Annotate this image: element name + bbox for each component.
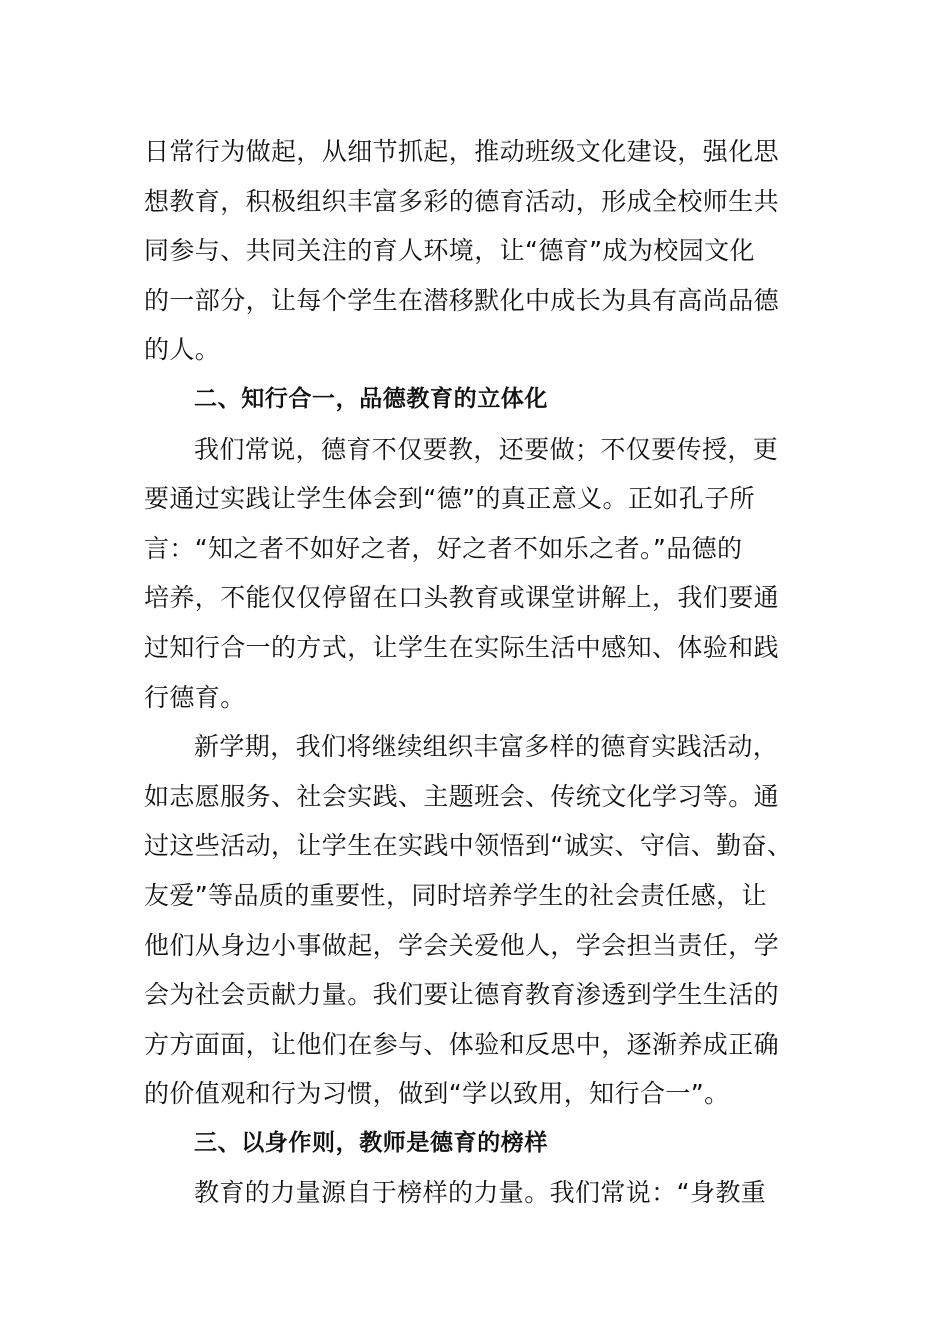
text-line: 行德育。 bbox=[144, 682, 246, 712]
text-line: 想教育，积极组织丰富多彩的德育活动，形成全校师生共 bbox=[144, 186, 780, 216]
text-line: 如志愿服务、社会实践、主题班会、传统文化学习等。通 bbox=[144, 781, 780, 811]
heading-text: 三、以身作则，教师是德育的榜样 bbox=[194, 1129, 548, 1156]
text-line: 友爱”等品质的重要性，同时培养学生的社会责任感，让 bbox=[144, 880, 767, 910]
text-line: 新学期，我们将继续组织丰富多样的德育实践活动， bbox=[194, 732, 779, 762]
text-line: 过知行合一的方式，让学生在实际生活中感知、体验和践 bbox=[144, 632, 780, 662]
text-line: 培养，不能仅仅停留在口头教育或课堂讲解上，我们要通 bbox=[144, 583, 780, 613]
text-line: 他们从身边小事做起，学会关爱他人，学会担当责任，学 bbox=[144, 930, 780, 960]
paragraph bbox=[144, 722, 812, 1119]
text-line: 方方面面，让他们在参与、体验和反思中，逐渐养成正确 bbox=[144, 1029, 780, 1059]
section-heading bbox=[144, 375, 812, 425]
text-line: 日常行为做起，从细节抓起，推动班级文化建设，强化思 bbox=[144, 137, 780, 166]
text-line: 言：“知之者不如好之者，好之者不如乐之者。”品德的 bbox=[144, 533, 743, 563]
heading-text: 二、知行合一，品德教育的立体化 bbox=[194, 385, 548, 412]
text-line: 要通过实践让学生体会到“德”的真正意义。正如孔子所 bbox=[144, 484, 755, 514]
document-page bbox=[144, 127, 812, 1218]
text-line: 教育的力量源自于榜样的力量。我们常说：“身教重 bbox=[194, 1178, 767, 1208]
text-line: 我们常说，德育不仅要教，还要做；不仅要传授，更 bbox=[194, 434, 779, 464]
section-heading bbox=[144, 1119, 812, 1169]
text-line: 过这些活动，让学生在实践中领悟到“诚实、守信、勤奋、 bbox=[144, 831, 793, 861]
text-line: 的价值观和行为习惯，做到“学以致用，知行合一”。 bbox=[144, 1079, 730, 1109]
text-line: 同参与、共同关注的育人环境，让“德育”成为校园文化 bbox=[144, 236, 755, 266]
text-line: 的人。 bbox=[144, 335, 221, 365]
paragraph bbox=[144, 127, 812, 375]
text-line: 会为社会贡献力量。我们要让德育教育渗透到学生生活的 bbox=[144, 980, 780, 1010]
text-line: 的一部分，让每个学生在潜移默化中成长为具有高尚品德 bbox=[144, 285, 780, 315]
paragraph bbox=[144, 1168, 812, 1218]
paragraph bbox=[144, 425, 812, 723]
